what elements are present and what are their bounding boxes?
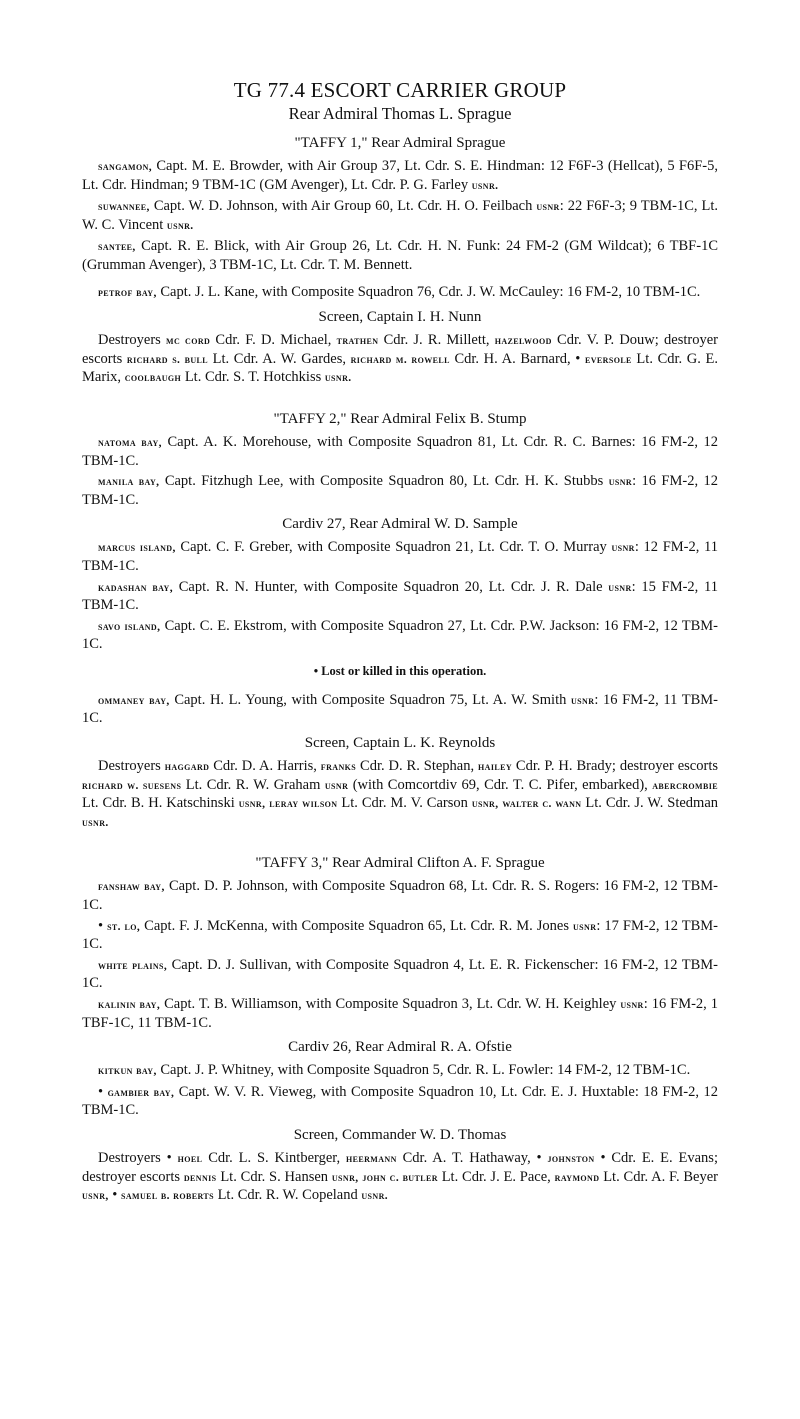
usnr-tag: usnr, [82,1190,109,1203]
screen-text: Lt. Cdr. S. T. Hotchkiss [181,369,325,386]
ship-name: kitkun bay, [98,1065,157,1078]
taffy3-heading: "TAFFY 3," Rear Admiral Clifton A. F. Sprague [255,855,545,872]
usnr-tag: usnr, [238,798,266,811]
entry-text: Capt. M. E. Browder, with Air Group 37, Lt. Cdr. S. E. Hindman: 12 F6F-3 (Hellcat), 5 F6F-5, Lt. Cdr. Hindman; 9 TBM-1C (GM Avenger), Lt. Cdr. P. G. Farley [82,158,718,193]
ship-name: white plains, [98,959,168,972]
usnr-tag: usnr. [82,816,109,829]
taffy2-natoma-bay [82,434,718,470]
ship-name: leray wilson [269,798,338,811]
taffy1-petrof-bay [82,284,718,303]
ship-name: suwannee, [98,201,150,214]
taffy1-heading: "TAFFY 1," Rear Admiral Sprague [294,135,506,151]
taffy2-screen-heading: Screen, Captain L. K. Reynolds [304,735,496,752]
taffy3-kitkun-bay [82,1062,718,1081]
ship-name: samuel b. roberts [120,1190,214,1203]
screen-text: Lt. Cdr. A. F. Beyer [599,1168,719,1185]
taffy1-screen-heading: Screen, Captain I. H. Nunn [318,309,482,326]
ship-name: heermann [346,1152,397,1165]
taffy3-screen [82,1150,718,1206]
screen-text: Cdr. L. S. Kintberger, [202,1149,346,1166]
entry-text: Capt. F. J. McKenna, with Composite Squadron 65, Lt. Cdr. R. M. Jones [140,917,573,934]
ship-name: walter c. wann [502,798,582,811]
usnr-tag: usnr, [331,1171,359,1184]
ship-name: eversole [585,353,632,366]
ship-name: sangamon, [98,161,153,173]
screen-text: Lt. Cdr. A. W. Gardes, [208,350,351,367]
ship-name: kadashan bay, [98,581,173,594]
taffy2-ommaney-bay [82,692,718,728]
screen-text: Lt. Cdr. J. W. Stedman [581,795,719,812]
lost-marker: • [98,1083,108,1100]
taffy1-santee [82,238,718,274]
ship-name: abercrombie [652,779,718,792]
taffy3-st-lo [82,918,718,954]
ship-name: raymond [554,1171,600,1184]
entry-text: Capt. R. N. Hunter, with Composite Squadron 20, Lt. Cdr. J. R. Dale [173,578,609,595]
usnr-tag: usnr. [361,1190,389,1203]
screen-text: Lt. Cdr. M. V. Carson [337,795,472,812]
entry-text: Capt. Fitzhugh Lee, with Composite Squadron 80, Lt. Cdr. H. K. Stubbs [159,473,609,490]
screen-text: Cdr. F. D. Michael, [210,332,337,349]
screen-text: Lt. Cdr. R. W. Graham [181,776,325,793]
usnr-tag: usnr [608,581,632,594]
usnr-tag: usnr. [324,372,352,385]
page-title: TG 77.4 ESCORT CARRIER GROUP [233,78,567,102]
screen-text: Destroyers • [98,1149,178,1166]
ship-name: hazelwood [494,335,552,348]
entry-text: Capt. J. P. Whitney, with Composite Squadron 5, Cdr. R. L. Fowler: 14 FM-2, 12 TBM-1C. [156,1062,691,1079]
entry-text: Capt. R. E. Blick, with Air Group 26, Lt. Cdr. H. N. Funk: 24 FM-2 (GM Wildcat); 6 TBF-1C (Grumman Avenger), 3 TBM-1C, Lt. Cdr. T. M. Bennett. [82,238,718,273]
usnr-tag: usnr [608,476,633,489]
screen-text: Lt. Cdr. R. W. Copeland [213,1187,362,1204]
ship-name: manila bay, [98,476,160,489]
entry-text: Capt. J. L. Kane, with Composite Squadron 76, Cdr. J. W. McCauley: 16 FM-2, 10 TBM-1C. [156,283,701,300]
screen-text: Lt. Cdr. B. H. Katschinski [82,795,239,812]
ship-name: richard s. bull [126,353,209,366]
lost-marker: • [98,917,108,934]
usnr-tag: usnr [536,201,560,214]
entry-text: Capt. D. P. Johnson, with Composite Squadron 68, Lt. Cdr. R. S. Rogers: 16 FM-2, 12 TBM-1C. [82,878,718,914]
ship-name: franks [320,761,357,774]
ship-name: hailey [478,761,512,774]
screen-text: • Cdr. E. E. Evans; destroyer escorts [82,1149,718,1185]
entry-text: : 17 FM-2, 12 TBM-1C. [82,917,718,953]
ship-name: trathen [336,335,379,348]
ship-name: dennis [183,1171,217,1184]
usnr-tag: usnr, [471,798,499,811]
screen-text: • [108,1187,121,1204]
ship-name: st. lo, [107,920,141,933]
screen-text: Destroyers [98,332,167,349]
ship-name: ommaney bay, [98,694,170,707]
usnr-tag: usnr [620,999,644,1011]
usnr-tag: usnr [570,694,595,707]
screen-text: Cdr. J. R. Millett, [378,332,495,349]
ship-name: mc cord [166,335,211,348]
cardiv26-heading: Cardiv 26, Rear Admiral R. A. Ofstie [288,1039,512,1056]
taffy1-sangamon [82,158,718,195]
taffy2-kadashan-bay [82,579,718,615]
entry-text: Capt. D. J. Sullivan, with Composite Squadron 4, Lt. E. R. Fickenscher: 16 FM-2, 12 TBM-1C. [82,956,718,992]
ship-name: johnston [547,1152,595,1165]
ship-name: john c. butler [362,1171,438,1184]
usnr-tag: usnr. [471,179,499,192]
taffy3-fanshaw-bay [82,878,718,914]
usnr-tag: usnr [573,920,597,933]
screen-text: Lt. Cdr. S. Hansen [216,1168,332,1185]
entry-text: Capt. A. K. Morehouse, with Composite Squadron 81, Lt. Cdr. R. C. Barnes: 16 FM-2, 12 TBM-1C. [82,433,718,469]
taffy3-gambier-bay [82,1084,718,1120]
taffy3-screen-heading: Screen, Commander W. D. Thomas [293,1126,507,1143]
entry-text: Capt. W. V. R. Vieweg, with Composite Squadron 10, Lt. Cdr. E. J. Huxtable: 18 FM-2, 12 TBM-1C. [82,1083,718,1119]
screen-text: (with Comcortdiv 69, Cdr. T. C. Pifer, embarked), [348,776,653,793]
screen-text: Destroyers [98,758,165,775]
ship-name: richard m. rowell [350,353,450,366]
entry-text: : 15 FM-2, 11 TBM-1C. [82,578,718,614]
taffy3-white-plains [82,957,718,993]
usnr-tag: usnr [324,779,349,792]
entry-text: : 12 FM-2, 11 TBM-1C. [82,539,718,574]
usnr-tag: usnr [611,542,635,555]
ship-name: petrof bay, [98,286,157,299]
footnote-lost: • Lost or killed in this operation. [313,663,487,678]
entry-text: : 16 FM-2, 11 TBM-1C. [82,691,719,727]
ship-name: coolbaugh [124,372,182,385]
screen-text: Cdr. D. A. Harris, [209,758,321,775]
entry-text: : 16 FM-2, 12 TBM-1C. [82,473,718,508]
entry-text: Capt. W. D. Johnson, with Air Group 60, Lt. Cdr. H. O. Feilbach [149,198,537,215]
page-subtitle: Rear Admiral Thomas L. Sprague [288,104,512,123]
screen-text: Cdr. A. T. Hathaway, • [396,1149,548,1166]
screen-text: Cdr. D. R. Stephan, [356,758,479,775]
taffy1-suwannee [82,198,718,235]
screen-text: Cdr. P. H. Brady; destroyer escorts [512,758,718,775]
entry-text: : 22 F6F-3; 9 TBM-1C, Lt. W. C. Vincent [82,198,718,233]
ship-name: marcus island, [98,542,176,555]
usnr-tag: usnr. [166,219,194,232]
ship-name: haggard [164,761,210,774]
document-page [82,78,718,1209]
entry-text: : 16 FM-2, 1 TBF-1C, 11 TBM-1C. [82,996,718,1031]
entry-text: Capt. H. L. Young, with Composite Squadron 75, Lt. A. W. Smith [169,691,571,708]
screen-text: Cdr. V. P. Douw; destroyer escorts [82,332,718,367]
ship-name: santee, [98,241,136,254]
cardiv27-heading: Cardiv 27, Rear Admiral W. D. Sample [282,516,518,533]
screen-text: Lt. Cdr. J. E. Pace, [437,1168,555,1185]
ship-name: gambier bay, [107,1086,175,1099]
taffy2-manila-bay [82,473,718,509]
entry-text: Capt. T. B. Williamson, with Composite Squadron 3, Lt. Cdr. W. H. Keighley [160,996,621,1012]
taffy2-marcus-island [82,539,718,575]
screen-text: Lt. Cdr. G. E. Marix, [82,350,718,386]
screen-text: Cdr. H. A. Barnard, • [449,350,586,367]
ship-name: natoma bay, [98,436,162,449]
ship-name: richard w. suesens [82,779,182,792]
taffy2-heading: "TAFFY 2," Rear Admiral Felix B. Stump [273,410,527,427]
taffy2-savo-island [82,618,718,654]
taffy3-kalinin-bay [82,996,718,1032]
taffy1-screen [82,332,718,388]
entry-text: Capt. C. F. Greber, with Composite Squadron 21, Lt. Cdr. T. O. Murray [175,539,612,556]
taffy2-screen [82,758,718,832]
ship-name: hoel [177,1152,203,1165]
entry-text: Capt. C. E. Ekstrom, with Composite Squadron 27, Lt. Cdr. P.W. Jackson: 16 FM-2, 12 TBM-1C. [82,617,718,653]
ship-name: fanshaw bay, [98,881,165,894]
ship-name: kalinin bay, [98,999,161,1011]
ship-name: savo island, [98,620,161,633]
